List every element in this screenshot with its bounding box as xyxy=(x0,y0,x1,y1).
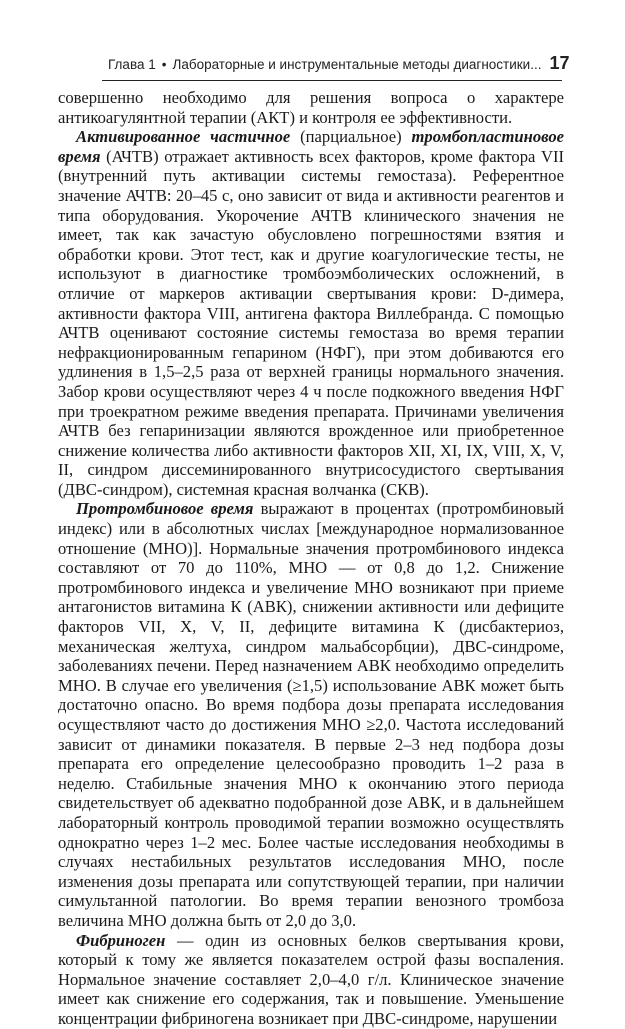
text-run: совершенно необходимо для решения вопроса о характере антикоагулянтной терапии (АКТ) и контроля ее эффективности. xyxy=(58,88,564,127)
chapter-label: Глава 1 xyxy=(108,57,156,72)
text-run: — один из основных белков свертывания крови, который к тому же является показателем острой фазы воспаления. Нормальное значение составляет 2,0–4,0 г/л. Клиническое значение имеет как снижение его содержания, так и повышение. Уменьшение концентрации фибриногена возникает при ДВС-синдроме, нарушении xyxy=(58,930,564,1028)
term: Протромбиновое время xyxy=(76,499,254,519)
running-header xyxy=(108,53,570,77)
chapter-title: Лабораторные и инструментальные методы диагностики... xyxy=(172,57,542,72)
header-bullet: • xyxy=(161,57,167,72)
text-run: (АЧТВ) отражает активность всех факторов, кроме фактора VII (внутренний путь активации системы гемостаза). Референтное значение АЧТВ: 20–45 с, оно зависит от вида и активности реагентов и типа оборудования. Укорочение АЧТВ клинического значения не имеет, так как зачастую обусловлено погрешностями взятия и обработки крови. Этот тест, как и другие коагулогические тесты, не используют в диагностике тромбоэмболических осложнений, в отличие от маркеров активации свертывания крови: D-димера, активности фактора VIII, антигена фактора Виллебранда. С помощью АЧТВ оценивают состояние системы гемостаза во время терапии нефракционированным гепарином (НФГ), при этом добиваются его удлинения в 1,5–2,5 раза от верхней границы нормального значения. Забор крови осуществляют через 4 ч после подкожного введения НФГ при троекратном режиме введения препарата. Причинами увеличения АЧТВ без гепаринизации являются врожденное или приобретенное снижение количества либо активности факторов XII, XI, IX, VIII, X, V, II, синдром диссеминированного внутрисосудистого свертывания (ДВС-синдром), системная красная волчанка (СКВ). xyxy=(58,146,564,499)
text-run: выражают в процентах (протромбиновый индекс) или в абсолютных числах [международное нормализованное отношение (МНО)]. Нормальные значения протромбинового индекса составляют от 70 до 110%, МНО — от 0,8 до 1,2. Снижение протромбинового индекса и увеличение МНО возникают при приеме антагонистов витамина К (АВК), снижении активности или дефиците факторов VII, X, V, II, дефиците витамина К (дисбактериоз, механическая желтуха, синдром мальабсорбции), ДВС-синдроме, заболеваниях печени. Перед назначением АВК необходимо определить МНО. В случае его увеличения (≥1,5) использование АВК может быть достаточно опасно. Во время подбора дозы препарата исследования осуществляют часто до достижения МНО ≥2,0. Частота исследований зависит от динамики показателя. В первые 2–3 нед подбора дозы препарата его определение целесообразно проводить 1–2 раза в неделю. Стабильные значения МНО к окончанию этого периода свидетельствует об адекватно подобранной дозе АВК, и в дальнейшем лабораторный контроль проводимой терапии возможно осуществлять однократно через 1–2 мес. Более частые исследования необходимы в случаях нестабильных результатов исследования МНО, после изменения дозы препарата или сопутствующей терапии, при наличии симультанной патологии. Во время терапии венозного тромбоза величина МНО должна быть от 2,0 до 3,0. xyxy=(58,499,564,930)
text-run: (парциальное) xyxy=(290,127,412,147)
paragraph-continuation xyxy=(58,88,564,127)
page-number: 17 xyxy=(549,53,570,73)
paragraph-prothrombin-time xyxy=(58,499,564,930)
body-text xyxy=(58,88,564,1029)
term: тромбопластиновое время xyxy=(58,127,564,166)
term: Фибриноген xyxy=(76,930,166,950)
paragraph-fibrinogen xyxy=(58,931,564,1029)
term: Активированное частичное xyxy=(76,127,291,147)
paragraph-aptt xyxy=(58,127,564,499)
header-rule xyxy=(102,80,562,81)
